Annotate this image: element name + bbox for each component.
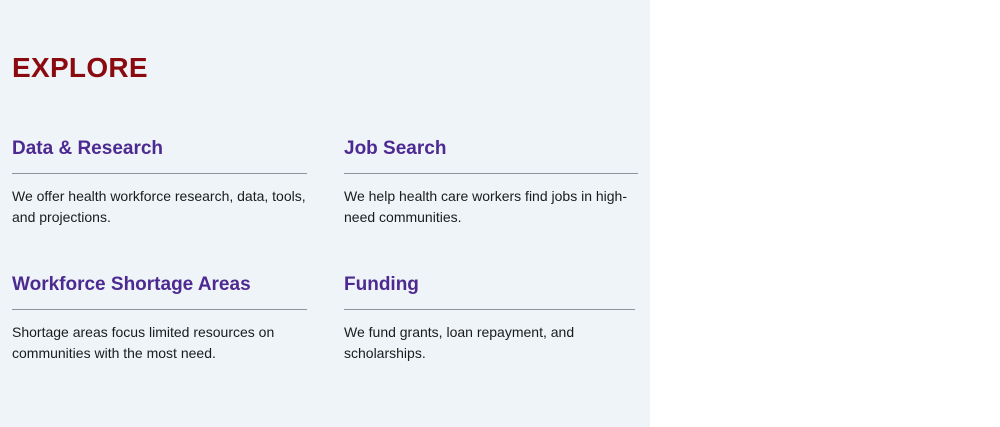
funding-card [344, 272, 635, 364]
data-research-description: We offer health workforce research, data, tools, and projections. [12, 188, 306, 225]
data-research-divider [12, 173, 307, 174]
funding-description: We fund grants, loan repayment, and scholarships. [344, 324, 575, 361]
job-search-description: We help health care workers find jobs in high-need communities. [344, 188, 628, 225]
workforce-shortage-areas-description: Shortage areas focus limited resources on communities with the most need. [12, 324, 275, 361]
job-search-card [344, 136, 638, 228]
funding-link[interactable]: Funding [344, 274, 419, 295]
data-research-card [12, 136, 307, 228]
workforce-shortage-areas-card [12, 272, 307, 364]
job-search-divider [344, 173, 638, 174]
funding-divider [344, 309, 635, 310]
explore-heading: EXPLORE [12, 52, 148, 83]
workforce-shortage-areas-divider [12, 309, 307, 310]
job-search-link[interactable]: Job Search [344, 138, 447, 159]
data-research-link[interactable]: Data & Research [12, 138, 164, 159]
workforce-shortage-areas-link[interactable]: Workforce Shortage Areas [12, 274, 251, 295]
